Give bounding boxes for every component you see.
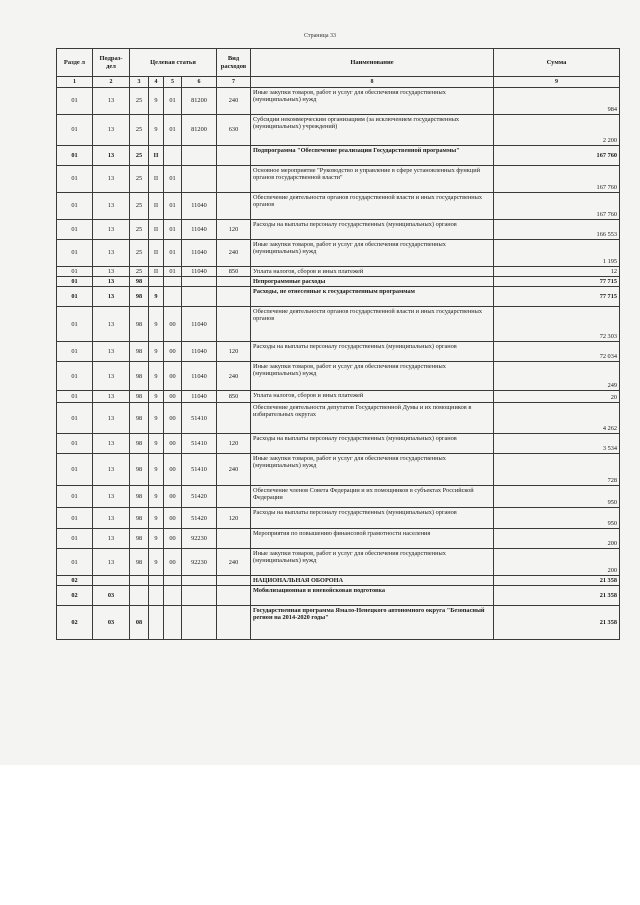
cell-target-2: 9 [149,403,164,434]
cell-target-4: 51420 [182,486,217,508]
cell-podrazdel: 13 [93,342,130,362]
cell-target-1: 98 [130,391,149,403]
table-row [57,454,620,486]
cell-sum: 167 760 [494,193,620,220]
table-row [57,287,620,307]
cell-target-1: 98 [130,362,149,391]
cell-name: Расходы на выплаты персоналу государственных (муниципальных) органов [251,220,494,240]
cell-razdel: 01 [57,508,93,529]
cell-sum: 950 [494,508,620,529]
cell-target-4: 11040 [182,240,217,267]
header-target-article: Целевая статья [130,49,217,77]
cell-expense-type [217,146,251,166]
cell-target-1: 08 [130,606,149,640]
cell-name: Расходы на выплаты персоналу государственных (муниципальных) органов [251,342,494,362]
cell-podrazdel: 03 [93,586,130,606]
cell-name: Обеспечение деятельности депутатов Государственной Думы и их помощников в избирательных округах [251,403,494,434]
cell-target-4: 11040 [182,267,217,277]
cell-expense-type: 120 [217,508,251,529]
cell-razdel: 01 [57,115,93,146]
cell-target-2: II [149,166,164,193]
cell-target-3 [164,576,182,586]
cell-target-3: 01 [164,115,182,146]
table-row [57,115,620,146]
cell-target-4: 51410 [182,454,217,486]
table-row [57,277,620,287]
cell-target-1: 98 [130,342,149,362]
cell-expense-type [217,166,251,193]
cell-podrazdel: 13 [93,240,130,267]
header-sum: Сумма [494,49,620,77]
cell-name: Расходы на выплаты персоналу государственных (муниципальных) органов [251,434,494,454]
cell-sum: 77 715 [494,277,620,287]
cell-name: Государственная программа Ямало-Ненецкого автономного округа "Безопасный регион на 2014-2020 годы" [251,606,494,640]
cell-podrazdel: 13 [93,362,130,391]
table-row [57,307,620,342]
cell-target-2: 9 [149,391,164,403]
column-number-row [57,77,620,88]
table-row [57,88,620,115]
cell-target-2 [149,586,164,606]
cell-expense-type [217,486,251,508]
cell-target-2: 9 [149,88,164,115]
cell-name: Обеспечение деятельности органов государственной власти и иных государственных органов [251,193,494,220]
cell-target-2: 9 [149,529,164,549]
cell-podrazdel: 13 [93,115,130,146]
cell-target-1: 25 [130,88,149,115]
cell-name: Обеспечение деятельности органов государственной власти и иных государственных органов [251,307,494,342]
cell-podrazdel: 13 [93,529,130,549]
cell-razdel: 01 [57,529,93,549]
cell-razdel: 01 [57,362,93,391]
cell-sum: 3 534 [494,434,620,454]
cell-sum: 1 195 [494,240,620,267]
table-row [57,403,620,434]
table-row [57,240,620,267]
cell-target-1: 98 [130,403,149,434]
page-number: Страница 33 [303,33,337,39]
cell-expense-type [217,576,251,586]
cell-target-1: 25 [130,193,149,220]
table-row [57,220,620,240]
table-row [57,391,620,403]
cell-podrazdel: 13 [93,454,130,486]
cell-target-2: II [149,146,164,166]
cell-target-4 [182,586,217,606]
cell-name: Непрограммные расходы [251,277,494,287]
cell-expense-type: 240 [217,549,251,576]
cell-razdel: 01 [57,220,93,240]
cell-target-3: 00 [164,434,182,454]
cell-razdel: 01 [57,166,93,193]
cell-razdel: 02 [57,576,93,586]
header-razdel: Разде л [57,49,93,77]
cell-target-3: 01 [164,267,182,277]
cell-target-4: 11040 [182,193,217,220]
table-row [57,486,620,508]
cell-razdel: 01 [57,287,93,307]
cell-target-4 [182,287,217,307]
cell-sum: 72 034 [494,342,620,362]
header-expense-type: Вид расходов [217,49,251,77]
table-row [57,267,620,277]
cell-target-3 [164,277,182,287]
cell-expense-type: 240 [217,240,251,267]
cell-target-1: 25 [130,146,149,166]
cell-expense-type: 630 [217,115,251,146]
cell-target-1: 98 [130,529,149,549]
cell-podrazdel: 13 [93,549,130,576]
cell-target-3: 00 [164,307,182,342]
cell-target-4: 81200 [182,115,217,146]
table-row [57,576,620,586]
cell-target-3: 00 [164,454,182,486]
cell-name: Расходы, не отнесенные к государственным программам [251,287,494,307]
cell-expense-type [217,403,251,434]
cell-target-3: 00 [164,486,182,508]
cell-razdel: 01 [57,434,93,454]
cell-target-1: 98 [130,307,149,342]
cell-name: Подпрограмма "Обеспечение реализации Государственной программы" [251,146,494,166]
cell-target-2: 9 [149,115,164,146]
cell-name: Обеспечение членов Совета Федерации и их помощников в субъектах Российской Федерации [251,486,494,508]
table-row [57,549,620,576]
cell-name: Мероприятия по повышению финансовой грамотности населения [251,529,494,549]
cell-sum: 200 [494,529,620,549]
cell-target-2 [149,606,164,640]
cell-podrazdel: 13 [93,88,130,115]
cell-target-1: 25 [130,240,149,267]
cell-expense-type [217,277,251,287]
budget-table [56,48,620,640]
cell-expense-type [217,529,251,549]
cell-target-4 [182,166,217,193]
cell-sum: 166 553 [494,220,620,240]
cell-target-4: 92230 [182,549,217,576]
cell-sum: 984 [494,88,620,115]
cell-razdel: 01 [57,403,93,434]
cell-sum: 21 358 [494,606,620,640]
cell-target-3: 01 [164,88,182,115]
cell-target-4: 11040 [182,362,217,391]
cell-target-1: 98 [130,277,149,287]
cell-target-4: 11040 [182,342,217,362]
cell-razdel: 01 [57,454,93,486]
cell-expense-type [217,193,251,220]
cell-target-4: 11040 [182,307,217,342]
cell-sum: 728 [494,454,620,486]
cell-podrazdel: 03 [93,606,130,640]
column-number: 9 [494,77,620,88]
cell-target-3 [164,287,182,307]
cell-target-1: 25 [130,267,149,277]
cell-razdel: 01 [57,277,93,287]
cell-razdel: 01 [57,193,93,220]
column-number: 2 [93,77,130,88]
cell-target-3 [164,586,182,606]
cell-razdel: 02 [57,586,93,606]
cell-target-4 [182,606,217,640]
column-number: 8 [251,77,494,88]
header-name: Наименование [251,49,494,77]
cell-target-2: 9 [149,486,164,508]
cell-podrazdel: 13 [93,307,130,342]
cell-sum: 167 760 [494,166,620,193]
cell-razdel: 01 [57,307,93,342]
cell-sum: 249 [494,362,620,391]
cell-target-2: 9 [149,434,164,454]
cell-target-3: 01 [164,193,182,220]
cell-target-4: 11040 [182,220,217,240]
cell-sum: 2 200 [494,115,620,146]
cell-podrazdel: 13 [93,146,130,166]
table-row [57,166,620,193]
column-number: 4 [149,77,164,88]
cell-target-2: II [149,267,164,277]
cell-target-4 [182,277,217,287]
cell-target-3: 00 [164,508,182,529]
cell-expense-type: 240 [217,88,251,115]
cell-name: Уплата налогов, сборов и иных платежей [251,267,494,277]
cell-name: Иные закупки товаров, работ и услуг для обеспечения государственных (муниципальных) нужд [251,454,494,486]
cell-target-1 [130,576,149,586]
cell-razdel: 01 [57,88,93,115]
cell-target-1 [130,586,149,606]
table-row [57,529,620,549]
cell-target-3 [164,146,182,166]
cell-name: НАЦИОНАЛЬНАЯ ОБОРОНА [251,576,494,586]
column-number: 6 [182,77,217,88]
cell-expense-type: 120 [217,220,251,240]
cell-target-2: 9 [149,287,164,307]
table-row [57,342,620,362]
table-row [57,606,620,640]
cell-target-2: 9 [149,342,164,362]
cell-expense-type [217,287,251,307]
column-number: 7 [217,77,251,88]
cell-podrazdel: 13 [93,287,130,307]
cell-sum: 4 262 [494,403,620,434]
cell-razdel: 01 [57,342,93,362]
cell-target-4 [182,576,217,586]
cell-expense-type: 240 [217,362,251,391]
column-number: 1 [57,77,93,88]
cell-expense-type [217,586,251,606]
cell-expense-type: 120 [217,342,251,362]
cell-target-2: II [149,193,164,220]
cell-target-1: 25 [130,115,149,146]
cell-podrazdel: 13 [93,277,130,287]
table-row [57,362,620,391]
cell-razdel: 01 [57,549,93,576]
cell-sum: 12 [494,267,620,277]
cell-target-1: 98 [130,434,149,454]
table-row [57,193,620,220]
cell-expense-type: 850 [217,391,251,403]
cell-podrazdel: 13 [93,434,130,454]
cell-target-2 [149,277,164,287]
cell-sum: 950 [494,486,620,508]
cell-target-1: 98 [130,549,149,576]
cell-target-1: 98 [130,486,149,508]
cell-podrazdel: 13 [93,486,130,508]
cell-target-4: 11040 [182,391,217,403]
cell-expense-type: 850 [217,267,251,277]
cell-target-3: 00 [164,391,182,403]
cell-sum: 72 303 [494,307,620,342]
cell-target-2: II [149,240,164,267]
cell-target-1: 98 [130,508,149,529]
cell-target-2: 9 [149,454,164,486]
cell-target-1: 98 [130,454,149,486]
cell-podrazdel: 13 [93,391,130,403]
table-row [57,586,620,606]
cell-target-3 [164,606,182,640]
table-row [57,146,620,166]
cell-name: Иные закупки товаров, работ и услуг для обеспечения государственных (муниципальных) нужд [251,362,494,391]
cell-name: Иные закупки товаров, работ и услуг для обеспечения государственных (муниципальных) нужд [251,549,494,576]
cell-podrazdel: 13 [93,267,130,277]
column-number: 3 [130,77,149,88]
cell-target-3: 00 [164,549,182,576]
cell-target-1: 25 [130,220,149,240]
cell-target-1: 98 [130,287,149,307]
cell-podrazdel: 13 [93,403,130,434]
cell-sum: 167 760 [494,146,620,166]
table-row [57,434,620,454]
cell-target-2: 9 [149,362,164,391]
cell-podrazdel [93,576,130,586]
cell-sum: 77 715 [494,287,620,307]
cell-name: Мобилизационная и вневойсковая подготовка [251,586,494,606]
cell-podrazdel: 13 [93,508,130,529]
cell-name: Субсидии некоммерческим организациям (за исключением государственных (муниципальных) учреждений) [251,115,494,146]
cell-podrazdel: 13 [93,193,130,220]
cell-name: Иные закупки товаров, работ и услуг для обеспечения государственных (муниципальных) нужд [251,88,494,115]
cell-sum: 200 [494,549,620,576]
cell-sum: 21 358 [494,576,620,586]
cell-target-4: 51410 [182,434,217,454]
cell-razdel: 02 [57,606,93,640]
cell-target-3: 01 [164,166,182,193]
cell-expense-type [217,307,251,342]
cell-target-3: 00 [164,342,182,362]
cell-sum: 20 [494,391,620,403]
cell-target-1: 25 [130,166,149,193]
cell-podrazdel: 13 [93,166,130,193]
cell-target-3: 00 [164,403,182,434]
cell-name: Иные закупки товаров, работ и услуг для обеспечения государственных (муниципальных) нужд [251,240,494,267]
cell-razdel: 01 [57,240,93,267]
cell-target-3: 01 [164,220,182,240]
table-body [57,88,620,640]
column-number: 5 [164,77,182,88]
cell-razdel: 01 [57,391,93,403]
cell-target-3: 01 [164,240,182,267]
cell-podrazdel: 13 [93,220,130,240]
cell-target-2 [149,576,164,586]
cell-target-4 [182,146,217,166]
cell-name: Уплата налогов, сборов и иных платежей [251,391,494,403]
cell-name: Расходы на выплаты персоналу государственных (муниципальных) органов [251,508,494,529]
cell-target-4: 81200 [182,88,217,115]
cell-razdel: 01 [57,146,93,166]
table-row [57,508,620,529]
cell-target-2: 9 [149,307,164,342]
header-podrazdel: Подраз- дел [93,49,130,77]
cell-sum: 21 358 [494,586,620,606]
cell-target-4: 51410 [182,403,217,434]
cell-razdel: 01 [57,267,93,277]
cell-expense-type: 120 [217,434,251,454]
cell-target-2: II [149,220,164,240]
cell-target-4: 92230 [182,529,217,549]
cell-target-4: 51420 [182,508,217,529]
cell-expense-type: 240 [217,454,251,486]
cell-name: Основное мероприятие "Руководство и управление в сфере установленных функций органов государственной власти" [251,166,494,193]
cell-target-2: 9 [149,508,164,529]
cell-target-3: 00 [164,362,182,391]
cell-target-3: 00 [164,529,182,549]
cell-expense-type [217,606,251,640]
cell-razdel: 01 [57,486,93,508]
cell-target-2: 9 [149,549,164,576]
